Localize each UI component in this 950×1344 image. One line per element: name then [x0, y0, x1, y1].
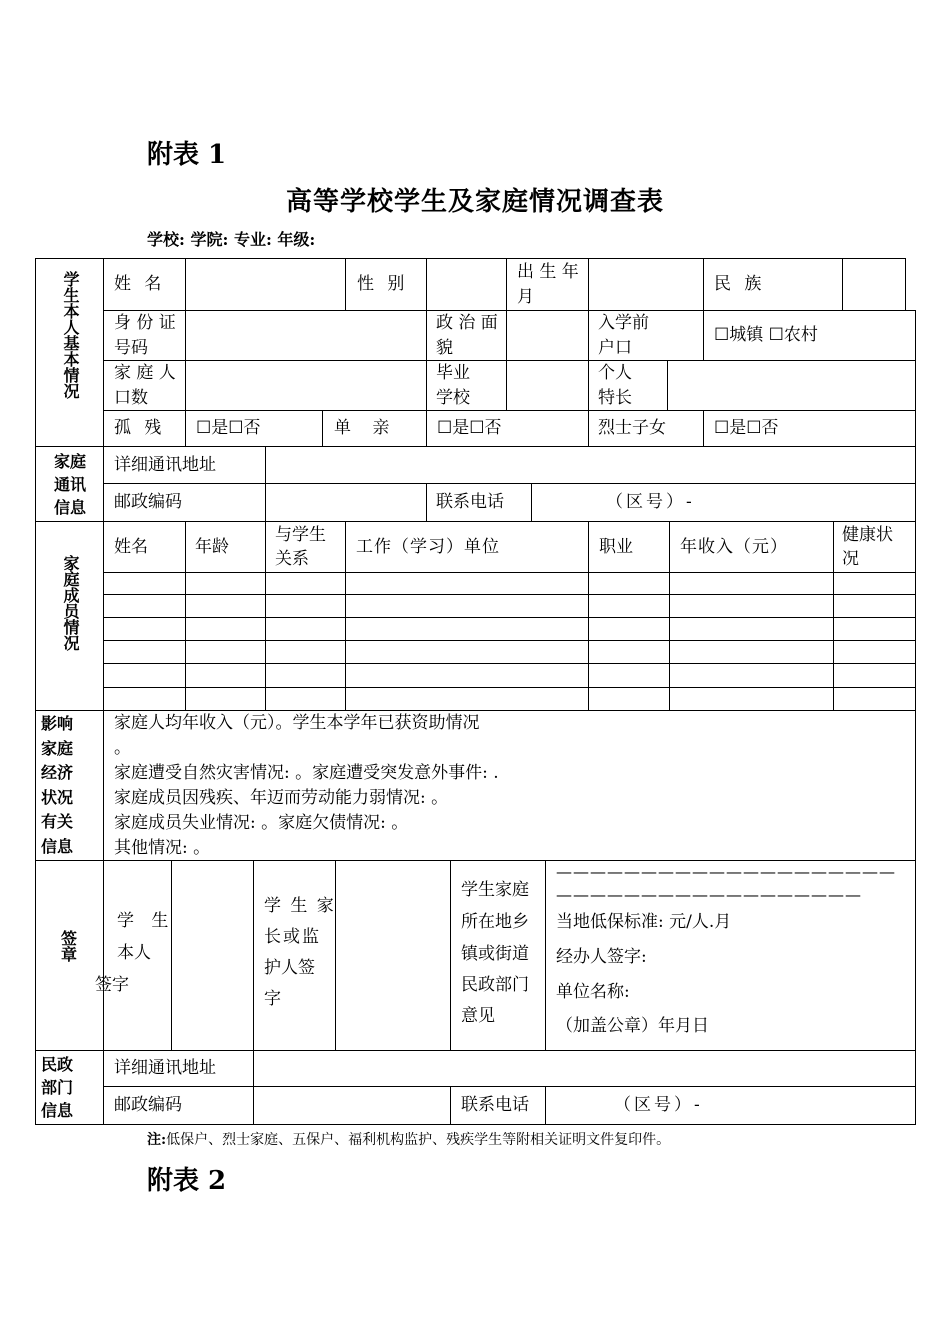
footer-note: [147, 1129, 670, 1149]
section-line: [35, 521, 916, 522]
col-line: [426, 310, 427, 410]
row-line: [103, 663, 915, 664]
economy-line-6: 其他情况: 。: [114, 838, 211, 858]
economy-line-1: 家庭人均年收入（元）。学生本学年已获资助情况: [114, 713, 480, 733]
contact-phone-format: （区号）-: [606, 492, 695, 512]
economy-line-4: 家庭成员因残疾、年迈而劳动能力弱情况: 。: [114, 788, 449, 808]
section-label-economy-text: 影响家庭经济状况有关信息: [41, 714, 74, 856]
col-line: [506, 310, 507, 410]
orphan-options[interactable]: ☐是☐否: [196, 418, 261, 438]
row-line: [103, 687, 915, 688]
label-birth-line2: 月: [517, 287, 534, 307]
economy-line-3: 家庭遭受自然灾害情况: 。家庭遭受突发意外事件: .: [114, 763, 499, 783]
official-seal-date: （加盖公章）年月日: [556, 1016, 709, 1036]
col-line: [545, 860, 546, 1050]
col-line: [667, 360, 668, 410]
section-label-basic-text: 学生本人基本情况: [61, 271, 80, 399]
col-line: [426, 258, 427, 310]
footer-note-label: 注:: [147, 1132, 167, 1148]
label-residence-line2: 户口: [598, 338, 632, 358]
guardian-sign-line2: 长或监: [264, 927, 321, 947]
civil-opinion-line3: 镇或街道: [461, 944, 529, 964]
section-label-sign-text: 签章: [58, 930, 78, 962]
col-line: [588, 521, 589, 710]
label-political-line2: 貌: [436, 338, 453, 358]
member-header-relation-line1: 与学生: [275, 525, 326, 545]
col-line: [450, 860, 451, 1050]
student-sign-line3: 签字: [95, 975, 129, 995]
col-line: [545, 1086, 546, 1124]
col-line: [265, 446, 266, 521]
label-family-size-line2: 口数: [114, 388, 148, 408]
civil-opinion-line1: 学生家庭: [461, 880, 529, 900]
label-talent-line2: 特长: [598, 388, 632, 408]
col-line: [703, 310, 704, 360]
section-label-sign: [50, 930, 86, 962]
col-line: [185, 258, 186, 446]
col-line: [426, 410, 427, 446]
row-line: [103, 572, 915, 573]
col-line: [588, 310, 589, 410]
student-sign-line2: 本人: [117, 943, 151, 963]
section-line: [35, 446, 916, 447]
col-line: [588, 410, 589, 446]
member-header-income: 年收入（元）: [680, 537, 788, 557]
section-label-civil-text: 民政部门信息: [41, 1055, 74, 1120]
member-header-health-line1: 健康状: [842, 525, 893, 545]
guardian-sign-line4: 字: [264, 989, 281, 1009]
member-header-work-unit: 工作（学习）单位: [356, 537, 500, 557]
table-left-border: [35, 258, 36, 1125]
label-school-line2: 学校: [436, 388, 470, 408]
col-line: [842, 258, 843, 310]
label-martyr: 烈士子女: [598, 418, 666, 438]
section-line: [35, 1050, 916, 1051]
row-line: [103, 617, 915, 618]
dash-line-1: ————————————————————: [556, 862, 896, 881]
label-orphan: 孤 残: [114, 418, 166, 438]
attachment-2-label: 附表 2: [147, 1166, 227, 1196]
school-info-line: 学校: 学院: 专业: 年级:: [147, 230, 316, 249]
row-line: [103, 483, 915, 484]
col-line: [531, 483, 532, 521]
attachment-1-label: 附表 1: [147, 140, 227, 170]
guardian-sign-line3: 护人签: [264, 958, 315, 978]
label-id-line2: 号码: [114, 338, 148, 358]
dash-line-2: ——————————————————: [556, 885, 862, 904]
col-line: [335, 860, 336, 1050]
label-civil-address: 详细通讯地址: [114, 1058, 216, 1078]
label-single-parent: 单 亲: [334, 418, 398, 438]
single-parent-options[interactable]: ☐是☐否: [437, 418, 502, 438]
footer-note-text: 低保户、烈士家庭、五保户、福利机构监护、残疾学生等附相关证明文件复印件。: [166, 1132, 671, 1148]
col-line: [833, 521, 834, 710]
label-civil-phone: 联系电话: [461, 1095, 529, 1115]
label-civil-postcode: 邮政编码: [114, 1095, 182, 1115]
section-label-economy: [41, 712, 87, 859]
table-right-border: [915, 310, 916, 1125]
civil-opinion-line2: 所在地乡: [461, 912, 529, 932]
col-line: [345, 521, 346, 710]
label-contact-phone: 联系电话: [436, 492, 504, 512]
section-label-basic: [50, 271, 90, 399]
col-line: [703, 258, 704, 310]
section-label-civil: [41, 1053, 81, 1122]
civil-phone-format: （区号）-: [614, 1095, 703, 1115]
label-school-line1: 毕业: [436, 363, 470, 383]
unit-name: 单位名称:: [556, 982, 630, 1002]
civil-opinion-line4: 民政部门: [461, 975, 529, 995]
col-line: [345, 258, 346, 310]
label-family-size-line1: 家 庭 人: [114, 363, 176, 383]
martyr-options[interactable]: ☐是☐否: [714, 418, 779, 438]
member-header-relation-line2: 关系: [275, 549, 309, 569]
table-top-border: [35, 258, 906, 259]
label-political-line1: 政 治 面: [436, 313, 498, 333]
label-name: 姓 名: [114, 274, 166, 294]
label-residence-line1: 入学前: [598, 313, 649, 333]
col-line: [322, 410, 323, 446]
table-bottom-border: [35, 1124, 916, 1125]
civil-opinion-line5: 意见: [461, 1006, 495, 1026]
student-sign-line1: 学 生: [117, 911, 175, 931]
col-line: [185, 521, 186, 710]
col-line: [171, 860, 172, 1050]
label-birth-line1: 出 生 年: [517, 262, 579, 282]
label-contact-postcode: 邮政编码: [114, 492, 182, 512]
col-line: [265, 521, 266, 710]
low-income-standard: 当地低保标准: 元/人.月: [556, 912, 732, 932]
col-line: [506, 258, 507, 310]
label-ethnicity: 民 族: [714, 274, 766, 294]
section-label-contact: [41, 450, 99, 519]
guardian-sign-line1: 学 生 家: [264, 896, 336, 916]
col-line: [253, 860, 254, 1050]
member-header-occupation: 职业: [599, 537, 633, 557]
row-line: [103, 360, 915, 361]
section-label-members: [50, 555, 90, 651]
row-line: [103, 1086, 915, 1087]
section-label-contact-text: 家庭通讯信息: [53, 452, 86, 517]
member-header-name: 姓名: [114, 537, 148, 557]
residence-options[interactable]: ☐城镇 ☐农村: [714, 325, 818, 345]
col-line: [253, 1050, 254, 1124]
economy-line-5: 家庭成员失业情况: 。家庭欠债情况: 。: [114, 813, 409, 833]
label-contact-address: 详细通讯地址: [114, 455, 216, 475]
member-header-health-line2: 况: [842, 549, 859, 569]
handler-signature: 经办人签字:: [556, 947, 647, 967]
col-line: [450, 1086, 451, 1124]
label-talent-line1: 个人: [598, 363, 632, 383]
section-label-members-text: 家庭成员情况: [61, 555, 80, 651]
row-line: [103, 640, 915, 641]
label-id-line1: 身 份 证: [114, 313, 176, 333]
col-line: [669, 521, 670, 710]
label-gender: 性 别: [357, 274, 409, 294]
row-line: [103, 410, 915, 411]
form-title: 高等学校学生及家庭情况调查表: [285, 187, 664, 217]
row-line: [103, 594, 915, 595]
economy-line-2: 。: [114, 738, 131, 758]
row-line: [103, 310, 915, 311]
col-line: [426, 483, 427, 521]
member-header-age: 年龄: [195, 537, 229, 557]
table-right-border-top: [905, 258, 906, 310]
col-line: [588, 258, 589, 310]
col-line: [703, 410, 704, 446]
